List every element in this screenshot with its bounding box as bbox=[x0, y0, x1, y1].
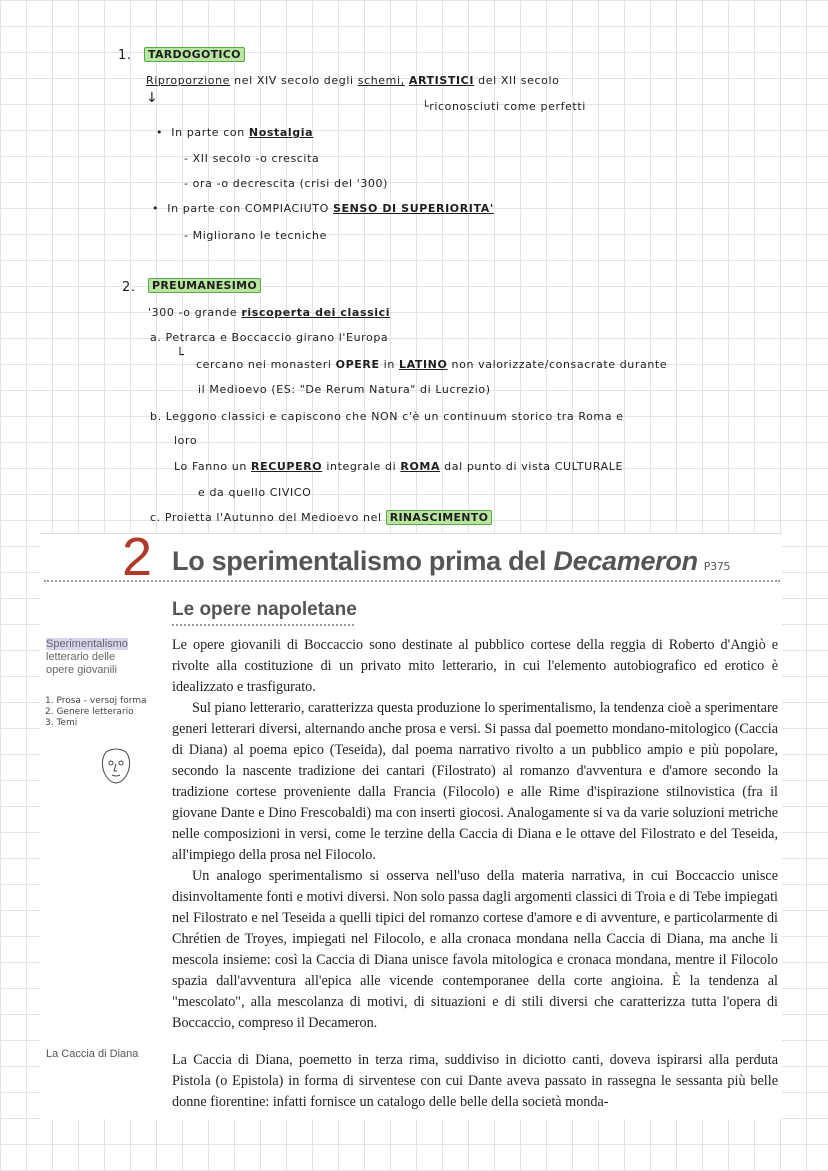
body-text bbox=[172, 635, 778, 1034]
note-line-10: cercano nei monasteri OPERE in LATINO non valorizzate/consacrate durante bbox=[196, 358, 668, 371]
section-title: Le opere napoletane bbox=[172, 599, 357, 620]
section-1-title: TARDOGOTICO bbox=[144, 47, 245, 62]
section-underline bbox=[172, 624, 354, 626]
side-label-caccia: La Caccia di Diana bbox=[46, 1048, 139, 1060]
paragraph-1: Le opere giovanili di Boccaccio sono destinate al pubblico cortese della reggia di Roberto d'Angiò e rivolte alla costituzione di un privato mito letterario, in cui l'elemento autobiografico ed erotico è idealizzato e trasfigurato. bbox=[172, 637, 778, 695]
section-2-number: 2. bbox=[122, 280, 136, 295]
chapter-number: 2 bbox=[122, 533, 153, 587]
note-line-11: il Medioevo (ES: "De Rerum Natura" di Lucrezio) bbox=[198, 383, 491, 396]
page-note: P375 bbox=[703, 560, 731, 573]
note-line-13: loro bbox=[174, 434, 198, 447]
paragraph-3: Un analogo sperimentalismo si osserva nell'uso della materia narrativa, in cui Boccaccio unisce disinvoltamente fonti e motivi diversi. Non solo passa dagli argomenti classici di Troia e di Tebe impiegati nel Filostrato e nel Teseida a quelli tipici del romanzo cortese d'amore e di avventure, e particolarmente di Chrétien de Troyes, impiegati nel Filocolo, e alla cronaca mondana nella Caccia di Diana, ma anche li mescola insieme: così la Caccia di Diana unisce favola mitologica e cronaca mondana, mentre il Filocolo spazia dall'avventura all'epica alle vicende contemporanee della corte angioina. È la tendenza al "mescolato", alla mescolanza di motivi, di situazioni e di stili diversi che caratterizza tutta l'opera di Boccaccio, compreso il Decameron. bbox=[172, 868, 778, 1031]
section-1-number: 1. bbox=[118, 48, 132, 63]
handwritten-notes bbox=[0, 0, 828, 532]
side-label-sperimentalismo: Sperimentalismo letterario delle opere giovanili bbox=[46, 638, 128, 676]
note-line-8: '300 -o grande riscoperta dei classici bbox=[148, 306, 391, 319]
paragraph-4: La Caccia di Diana, poemetto in terza rima, suddiviso in diciotto canti, doveva ispirarsi alla perduta Pistola (o Epistola) in forma di sirventese con cui Dante aveva passato in rassegna le sessanta più belle donne fiorentine: infatti fornisce un catalogo delle belle della società monda- bbox=[172, 1052, 778, 1110]
face-doodle-icon bbox=[98, 746, 134, 786]
arrow-down-icon: ↓ bbox=[146, 90, 159, 106]
note-line-4: - XII secolo -o crescita bbox=[184, 152, 320, 165]
note-line-9: a. Petrarca e Boccaccio girano l'Europa bbox=[150, 331, 389, 344]
note-line-14: Lo Fanno un RECUPERO integrale di ROMA dal punto di vista CULTURALE bbox=[174, 460, 624, 473]
note-line-12: b. Leggono classici e capiscono che NON c'è un continuum storico tra Roma e bbox=[150, 410, 624, 423]
note-line-3: • In parte con Nostalgia bbox=[156, 126, 314, 139]
note-line-16: c. Proietta l'Autunno del Medioevo nel RINASCIMENTO bbox=[150, 511, 492, 524]
chapter-title: Lo sperimentalismo prima del Decameron P375 bbox=[172, 546, 731, 576]
branch-icon: └ bbox=[176, 348, 185, 363]
note-line-1: Riproporzione nel XIV secolo degli schemi, ARTISTICI del XII secolo bbox=[146, 74, 560, 87]
note-line-15: e da quello CIVICO bbox=[198, 486, 312, 499]
side-handwritten-notes: 1. Prosa - versoj forma 2. Genere letterario 3. Temi bbox=[45, 696, 147, 728]
dotted-divider bbox=[44, 580, 780, 582]
textbook-page bbox=[40, 533, 782, 1119]
note-line-2: └riconosciuti come perfetti bbox=[422, 100, 586, 113]
note-line-5: - ora -o decrescita (crisi del '300) bbox=[184, 177, 389, 190]
section-2-title: PREUMANESIMO bbox=[148, 278, 261, 293]
note-line-7: - Migliorano le tecniche bbox=[184, 229, 327, 242]
paragraph-2: Sul piano letterario, caratterizza questa produzione lo sperimentalismo, la tendenza cioè a sperimentare generi letterari diversi, alternando anche prosa e versi. Si passa dal poemetto mondano-mitologico (Caccia di Diana) al poema epico (Teseida), dal poema narrativo rivolto a un pubblico ampio e più popolare, secondo la nascente tradizione dei cantari (Filostrato) al romanzo d'avventura e d'amore secondo la tradizione cortese proveniente dalla Francia (Filocolo) e alle Rime d'ispirazione stilnovistica (fra il giovane Dante e Dino Frescobaldi) ma con inserti giocosi. Analogamente si va da varie soluzioni metriche nelle composizioni in versi, come le terzine della Caccia di Diana e le ottave del Filostrato e del Teseida, all'impiego della prosa nel Filocolo. bbox=[172, 700, 778, 863]
note-line-6: • In parte con COMPIACIUTO SENSO DI SUPERIORITA' bbox=[152, 202, 494, 215]
